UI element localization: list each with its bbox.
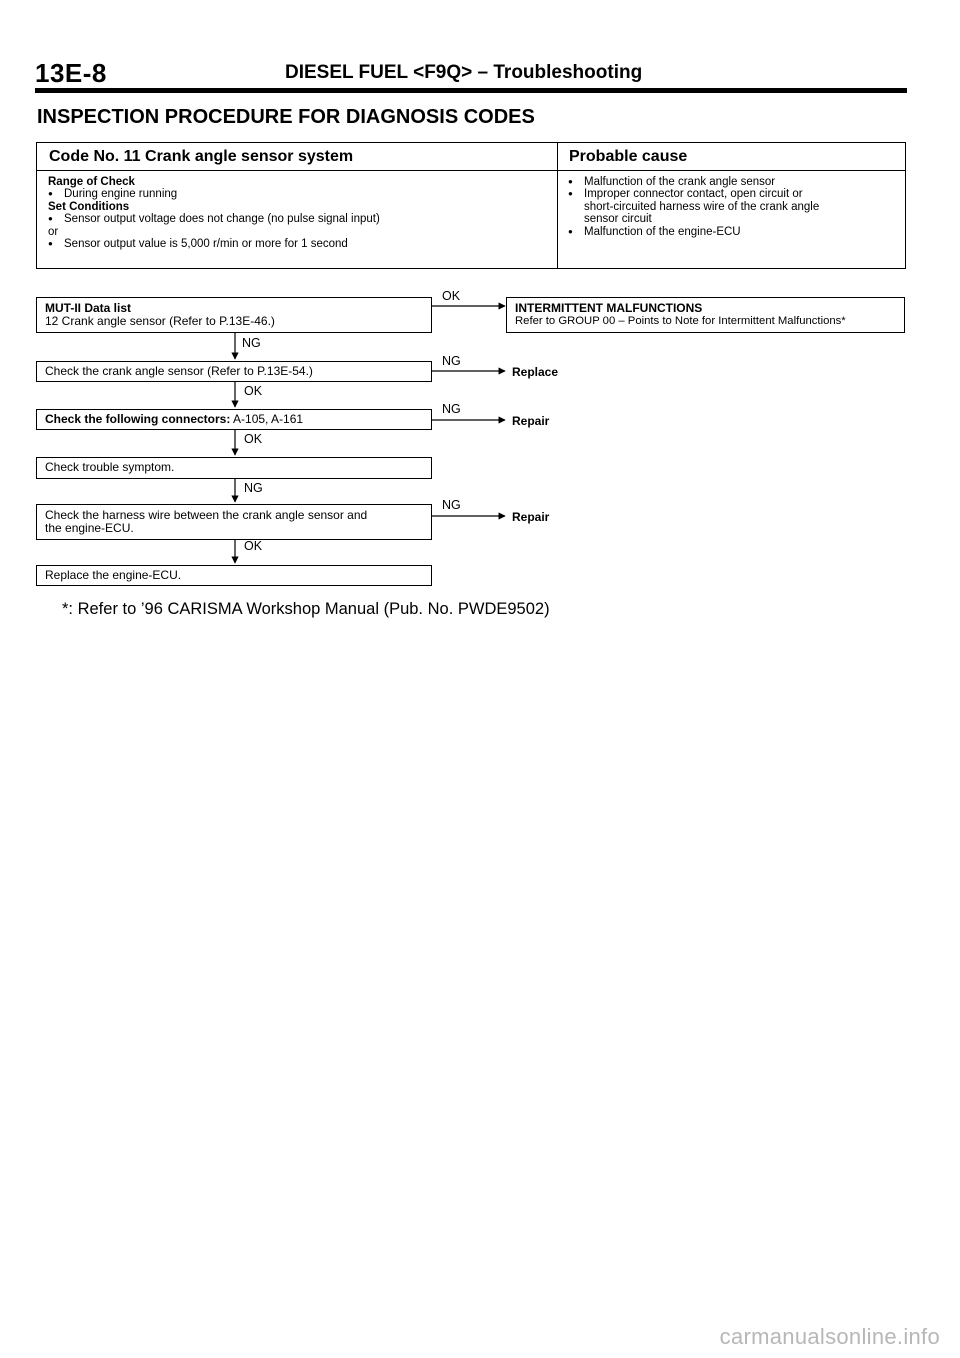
set-heading: Set Conditions [48, 200, 130, 213]
page-header-title: DIESEL FUEL <F9Q> – Troubleshooting [285, 62, 643, 83]
label-ok: OK [442, 289, 461, 303]
cause-2-cont: sensor circuit [584, 213, 652, 226]
label-ng: NG [242, 336, 261, 350]
page-number: 13E-8 [35, 58, 107, 88]
intermittent-title: INTERMITTENT MALFUNCTIONS [515, 301, 703, 315]
probable-cause-header: Probable cause [557, 143, 905, 171]
step-mut-ii-data-list [36, 297, 432, 333]
label-ok: OK [244, 539, 263, 553]
label-ng: NG [442, 354, 461, 368]
intermittent-text: Refer to GROUP 00 – Points to Note for Intermittent Malfunctions* [515, 315, 846, 327]
range-heading: Range of Check [48, 176, 135, 188]
result-repair: Repair [512, 510, 550, 524]
step-check-crank-angle-sensor: Check the crank angle sensor (Refer to P.13E-54.) [36, 361, 432, 382]
watermark: carmanualsonline.info [719, 1324, 940, 1349]
step1-text: 12 Crank angle sensor (Refer to P.13E-46.) [45, 314, 275, 328]
step3-connectors: A-105, A-161 [230, 412, 304, 426]
range-item: ● During engine running [48, 188, 548, 200]
step-check-connectors [36, 409, 432, 430]
label-ok: OK [244, 384, 263, 398]
result-repair: Repair [512, 414, 550, 428]
section-title: INSPECTION PROCEDURE FOR DIAGNOSIS CODES [37, 106, 535, 128]
cause-2: ● Improper connector contact, open circuit or [568, 188, 898, 200]
label-ng: NG [244, 481, 263, 495]
step-check-harness-wire [36, 504, 432, 540]
step5-line1: Check the harness wire between the crank angle sensor and [45, 508, 368, 522]
label-ok: OK [244, 432, 263, 446]
step3-bold: Check the following connectors: [45, 412, 231, 426]
label-ng: NG [442, 498, 461, 512]
cause-1: ● Malfunction of the crank angle sensor [568, 176, 898, 188]
label-ng: NG [442, 402, 461, 416]
or-text: or [48, 225, 59, 238]
step-replace-engine-ecu: Replace the engine-ECU. [36, 565, 432, 586]
footnote: *: Refer to ’96 CARISMA Workshop Manual (Pub. No. PWDE9502) [62, 600, 550, 618]
step5-line2: the engine-ECU. [45, 521, 134, 535]
intermittent-malfunctions-box [506, 297, 905, 333]
step-check-trouble-symptom: Check trouble symptom. [36, 457, 432, 479]
result-replace: Replace [512, 365, 559, 379]
cause-2-cont: short-circuited harness wire of the crank angle [584, 200, 820, 213]
set-condition-1: ● Sensor output voltage does not change (no pulse signal input) [48, 213, 548, 225]
set-condition-2: ● Sensor output value is 5,000 r/min or more for 1 second [48, 238, 548, 250]
cause-3: ● Malfunction of the engine-ECU [568, 226, 898, 238]
step1-title: MUT-II Data list [45, 301, 132, 315]
code-header: Code No. 11 Crank angle sensor system [37, 143, 557, 171]
